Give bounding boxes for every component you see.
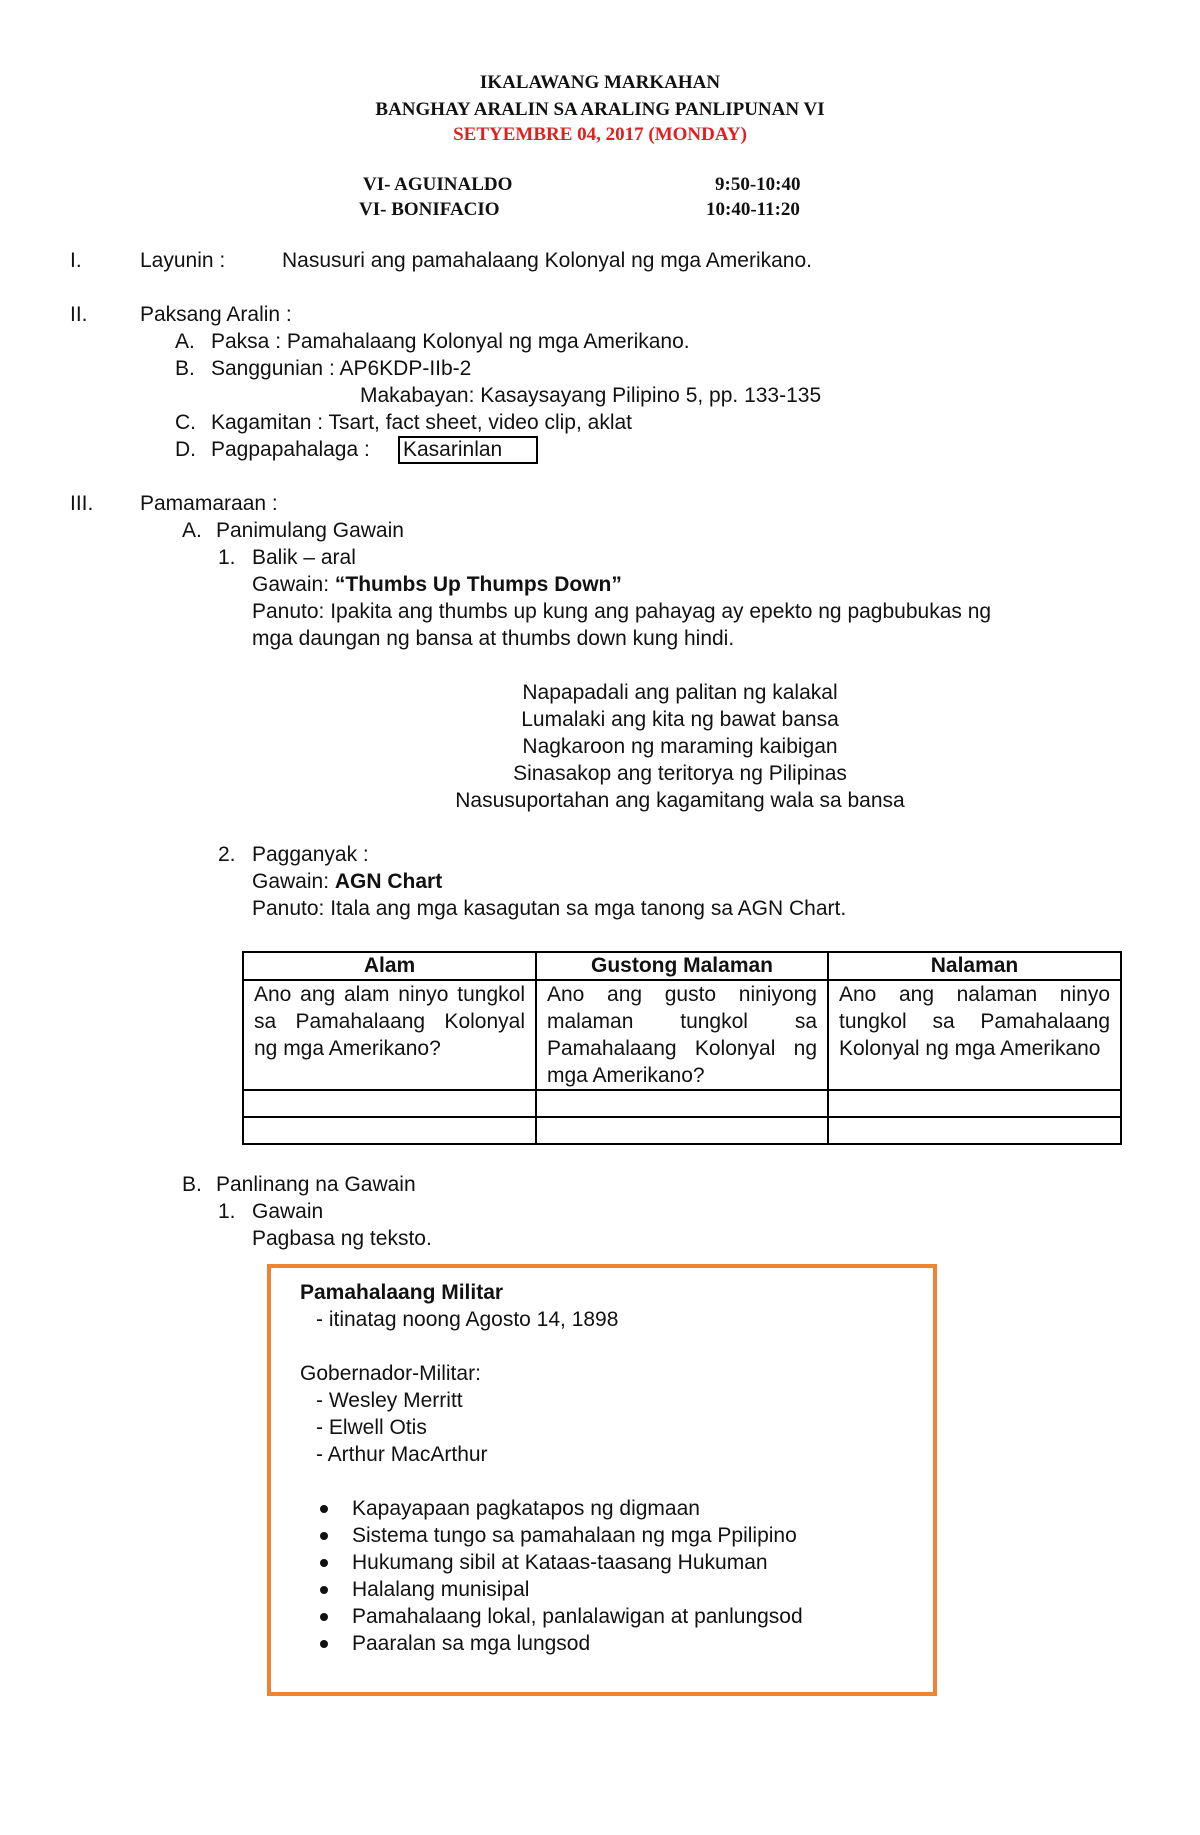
bullet-icon	[320, 1640, 328, 1648]
gawain-title: “Thumbs Up Thumps Down”	[334, 573, 622, 596]
reading-bullet-item: Kapayapaan pagkatapos ng digmaan	[352, 1497, 700, 1520]
schedule-section: VI- AGUINALDO	[363, 174, 513, 195]
step2-title: Pagganyak :	[252, 843, 369, 866]
reading-bullet-item: Hukumang sibil at Kataas-taasang Hukuman	[352, 1551, 768, 1574]
bullet-icon	[320, 1532, 328, 1540]
gawain-prefix: Gawain:	[252, 870, 335, 893]
reading-bullet-item: Pamahalaang lokal, panlalawigan at panlungsod	[352, 1605, 803, 1628]
column-header-nalaman: Nalaman	[828, 952, 1121, 980]
header-line-1: IKALAWANG MARKAHAN	[479, 72, 721, 93]
header-line-2: BANGHAY ARALIN SA ARALING PANLIPUNAN VI	[375, 99, 825, 120]
governors-label: Gobernador-Militar:	[300, 1362, 481, 1385]
governor-item: - Elwell Otis	[316, 1416, 427, 1439]
reading-bullet-item: Halalang munisipal	[352, 1578, 530, 1601]
part2-item-pagpapahalaga: Pagpapahalaga :	[211, 438, 370, 461]
gawain-prefix: Gawain:	[252, 573, 335, 596]
empty-cell	[243, 1117, 536, 1144]
step1-number: 1.	[218, 546, 236, 569]
statement: Lumalaki ang kita ng bawat bansa	[521, 708, 839, 731]
part1-label: Layunin :	[140, 249, 226, 272]
table-cell: Ano ang gusto niniyong malaman tungkol sa Pamahalaang Kolonyal ng mga Amerikano?	[536, 980, 828, 1090]
reading-bullet-item: Sistema tungo sa pamahalaan ng mga Ppilipino	[352, 1524, 797, 1547]
table-row-empty	[243, 1117, 1121, 1144]
governor-item: - Arthur MacArthur	[316, 1443, 488, 1466]
statement: Nasusuportahan ang kagamitang wala sa bansa	[455, 789, 905, 812]
step1-panuto-line2: mga daungan ng bansa at thumbs down kung hindi.	[252, 627, 735, 650]
schedule-section: VI- BONIFACIO	[359, 199, 500, 220]
part1-objective: Nasusuri ang pamahalaang Kolonyal ng mga Amerikano.	[282, 249, 812, 272]
step2-panuto: Panuto: Itala ang mga kasagutan sa mga tanong sa AGN Chart.	[252, 897, 847, 920]
bullet-icon	[320, 1586, 328, 1594]
reading-established: - itinatag noong Agosto 14, 1898	[316, 1308, 619, 1331]
part2-item-paksa: Paksa : Pamahalaang Kolonyal ng mga Amerikano.	[211, 330, 690, 353]
header-date: SETYEMBRE 04, 2017 (MONDAY)	[453, 124, 747, 145]
bullet-icon	[320, 1559, 328, 1567]
reading-title: Pamahalaang Militar	[300, 1281, 504, 1304]
reading-bullet-item: Paaralan sa mga lungsod	[352, 1632, 591, 1655]
empty-cell	[243, 1090, 536, 1117]
column-header-gustong-malaman: Gustong Malaman	[536, 952, 828, 980]
part2-numeral: II.	[70, 303, 88, 326]
part3-b-label: Panlinang na Gawain	[216, 1173, 416, 1196]
part3-numeral: III.	[70, 492, 94, 515]
bullet-icon	[320, 1613, 328, 1621]
table-row-empty	[243, 1090, 1121, 1117]
statement: Nagkaroon ng maraming kaibigan	[522, 735, 838, 758]
empty-cell	[536, 1090, 828, 1117]
b-step-subtitle: Pagbasa ng teksto.	[252, 1227, 432, 1250]
table-cell: Ano ang nalaman ninyo tungkol sa Pamahalaang Kolonyal ng mga Amerikano	[828, 980, 1121, 1090]
part3-b-letter: B.	[182, 1173, 202, 1196]
part1-numeral: I.	[70, 249, 82, 272]
empty-cell	[536, 1117, 828, 1144]
b-step-number: 1.	[218, 1200, 236, 1223]
part2-item-letter: B.	[175, 357, 195, 380]
bullet-icon	[320, 1505, 328, 1513]
statement: Napapadali ang palitan ng kalakal	[522, 681, 838, 704]
empty-cell	[828, 1117, 1121, 1144]
part2-item-letter: A.	[175, 330, 195, 353]
part2-item-letter: C.	[175, 411, 196, 434]
step1-panuto-line1: Panuto: Ipakita ang thumbs up kung ang pahayag ay epekto ng pagbubukas ng	[252, 600, 992, 623]
part2-item-sanggunian: Sanggunian : AP6KDP-IIb-2	[211, 357, 472, 380]
column-header-alam: Alam	[243, 952, 536, 980]
step2-number: 2.	[218, 843, 236, 866]
step1-title: Balik – aral	[252, 546, 356, 569]
statement: Sinasakop ang teritorya ng Pilipinas	[513, 762, 847, 785]
governor-item: - Wesley Merritt	[316, 1389, 463, 1412]
part2-item-makabayan: Makabayan: Kasaysayang Pilipino 5, pp. 133-135	[360, 384, 822, 407]
empty-cell	[828, 1090, 1121, 1117]
part2-label: Paksang Aralin :	[140, 303, 292, 326]
part2-item-letter: D.	[175, 438, 196, 461]
pagpapahalaga-value-box: Kasarinlan	[398, 436, 538, 464]
table-header-row	[243, 952, 1121, 980]
part3-label: Pamamaraan :	[140, 492, 278, 515]
table-cell: Ano ang alam ninyo tungkol sa Pamahalaang Kolonyal ng mga Amerikano?	[243, 980, 536, 1090]
part2-item-kagamitan: Kagamitan : Tsart, fact sheet, video clip, aklat	[211, 411, 632, 434]
gawain-title: AGN Chart	[334, 870, 443, 893]
b-step-title: Gawain	[252, 1200, 324, 1223]
step1-gawain	[252, 572, 622, 598]
step2-gawain	[252, 869, 442, 895]
schedule-time: 10:40-11:20	[706, 199, 800, 220]
part3-a-letter: A.	[182, 519, 202, 542]
part3-a-label: Panimulang Gawain	[216, 519, 404, 542]
agn-chart-table	[242, 951, 1122, 1145]
table-row	[243, 980, 1121, 1090]
schedule-time: 9:50-10:40	[715, 174, 801, 195]
